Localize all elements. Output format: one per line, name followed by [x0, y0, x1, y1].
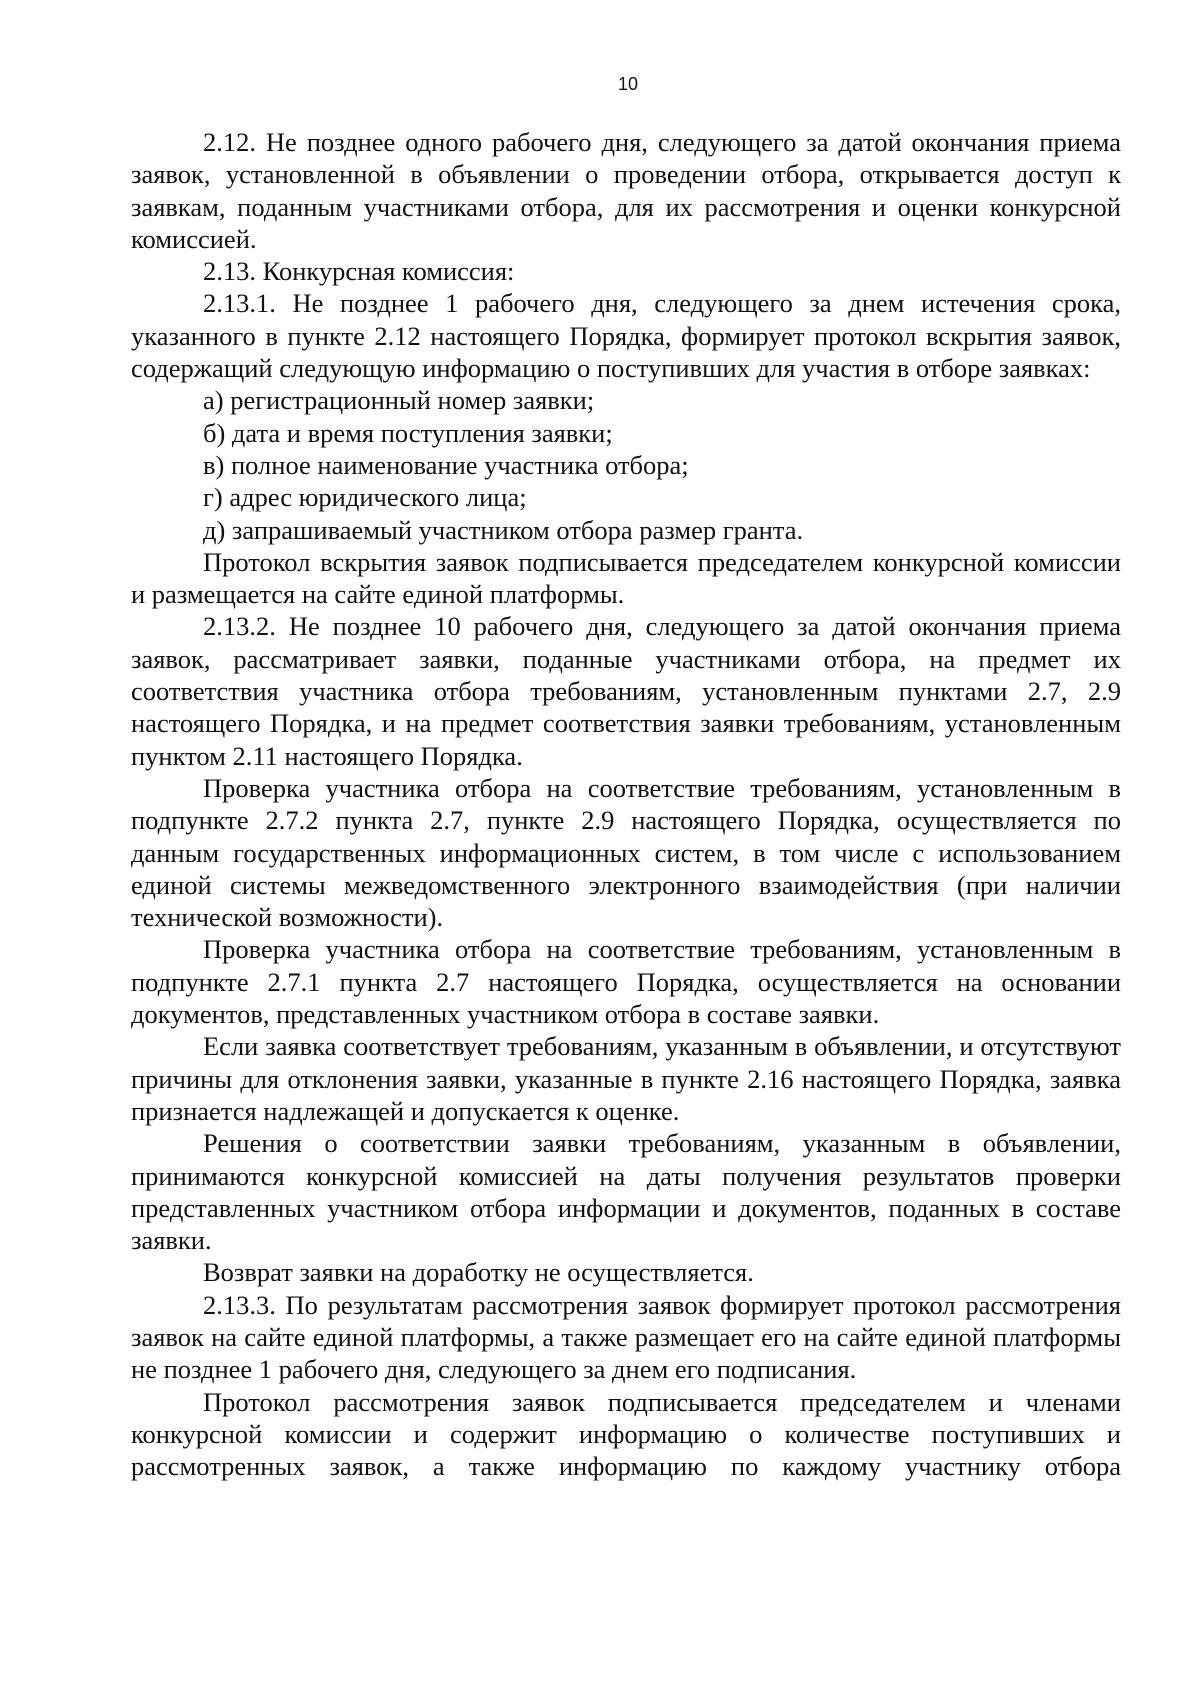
paragraph-2-13: 2.13. Конкурсная комиссия:	[203, 256, 515, 287]
paragraph-2-12: 2.12. Не позднее одного рабочего дня, следующего за датой окончания приема заявок, установленной в объявлении о проведении отбора, открывается доступ к заявкам, поданным участниками отбора, для их рассмотрения и оценки конкурсной комиссией.	[131, 127, 1121, 254]
paragraph-no-return: Возврат заявки на доработку не осуществляется.	[203, 1257, 754, 1288]
paragraph-check-2-7-1: Проверка участника отбора на соответствие требованиям, установленным в подпункте 2.7.1 пункта 2.7 настоящего Порядка, осуществляется на основании документов, представленных участником отбора в составе заявки.	[131, 934, 1121, 1030]
paragraph-2-13-3: 2.13.3. По результатам рассмотрения заявок формирует протокол рассмотрения заявок на сайте единой платформы, а также размещает его на сайте единой платформы не позднее 1 рабочего дня, следующего за днем его подписания.	[131, 1289, 1121, 1385]
list-item-v: в) полное наименование участника отбора;	[203, 449, 689, 480]
paragraph-2-13-2: 2.13.2. Не позднее 10 рабочего дня, следующего за датой окончания приема заявок, рассматривает заявки, поданные участниками отбора, на предмет их соответствия участника отбора требованиям, установленным пунктами 2.7, 2.9 настоящего Порядка, и на предмет соответствия заявки требованиям, установленным пунктом 2.11 настоящего Порядка.	[131, 611, 1121, 771]
list-item-d: д) запрашиваемый участником отбора размер гранта.	[203, 514, 804, 545]
document-body	[131, 126, 1121, 1482]
paragraph-if-compliant: Если заявка соответствует требованиям, указанным в объявлении, и отсутствуют причины для отклонения заявки, указанные в пункте 2.16 настоящего Порядка, заявка признается надлежащей и допускается к оценке.	[131, 1031, 1121, 1126]
paragraph-check-2-7-2: Проверка участника отбора на соответствие требованиям, установленным в подпункте 2.7.2 пункта 2.7, пункте 2.9 настоящего Порядка, осуществляется по данным государственных информационных систем, в том числе с использованием единой системы межведомственного электронного взаимодействия (при наличии технической возможности).	[131, 772, 1121, 933]
list-item-b: б) дата и время поступления заявки;	[203, 417, 613, 448]
paragraph-decisions: Решения о соответствии заявки требованиям, указанным в объявлении, принимаются конкурсной комиссией на даты получения результатов проверки представленных участником отбора информации и документов, поданных в составе заявки.	[131, 1128, 1121, 1256]
list-item-g: г) адрес юридического лица;	[203, 482, 527, 513]
paragraph-protocol-review: Протокол рассмотрения заявок подписывается председателем и членами конкурсной комиссии и содержит информацию о количестве поступивших и рассмотренных заявок, а также информацию по каждому участнику отбора	[131, 1386, 1121, 1482]
page-number: 10	[617, 74, 639, 94]
paragraph-2-13-1: 2.13.1. Не позднее 1 рабочего дня, следующего за днем истечения срока, указанного в пункте 2.12 настоящего Порядка, формирует протокол вскрытия заявок, содержащий следующую информацию о поступивших для участия в отборе заявках:	[131, 288, 1121, 384]
paragraph-protocol-opening: Протокол вскрытия заявок подписывается председателем конкурсной комиссии и размещается на сайте единой платформы.	[131, 546, 1121, 610]
list-item-a: а) регистрационный номер заявки;	[203, 385, 595, 416]
